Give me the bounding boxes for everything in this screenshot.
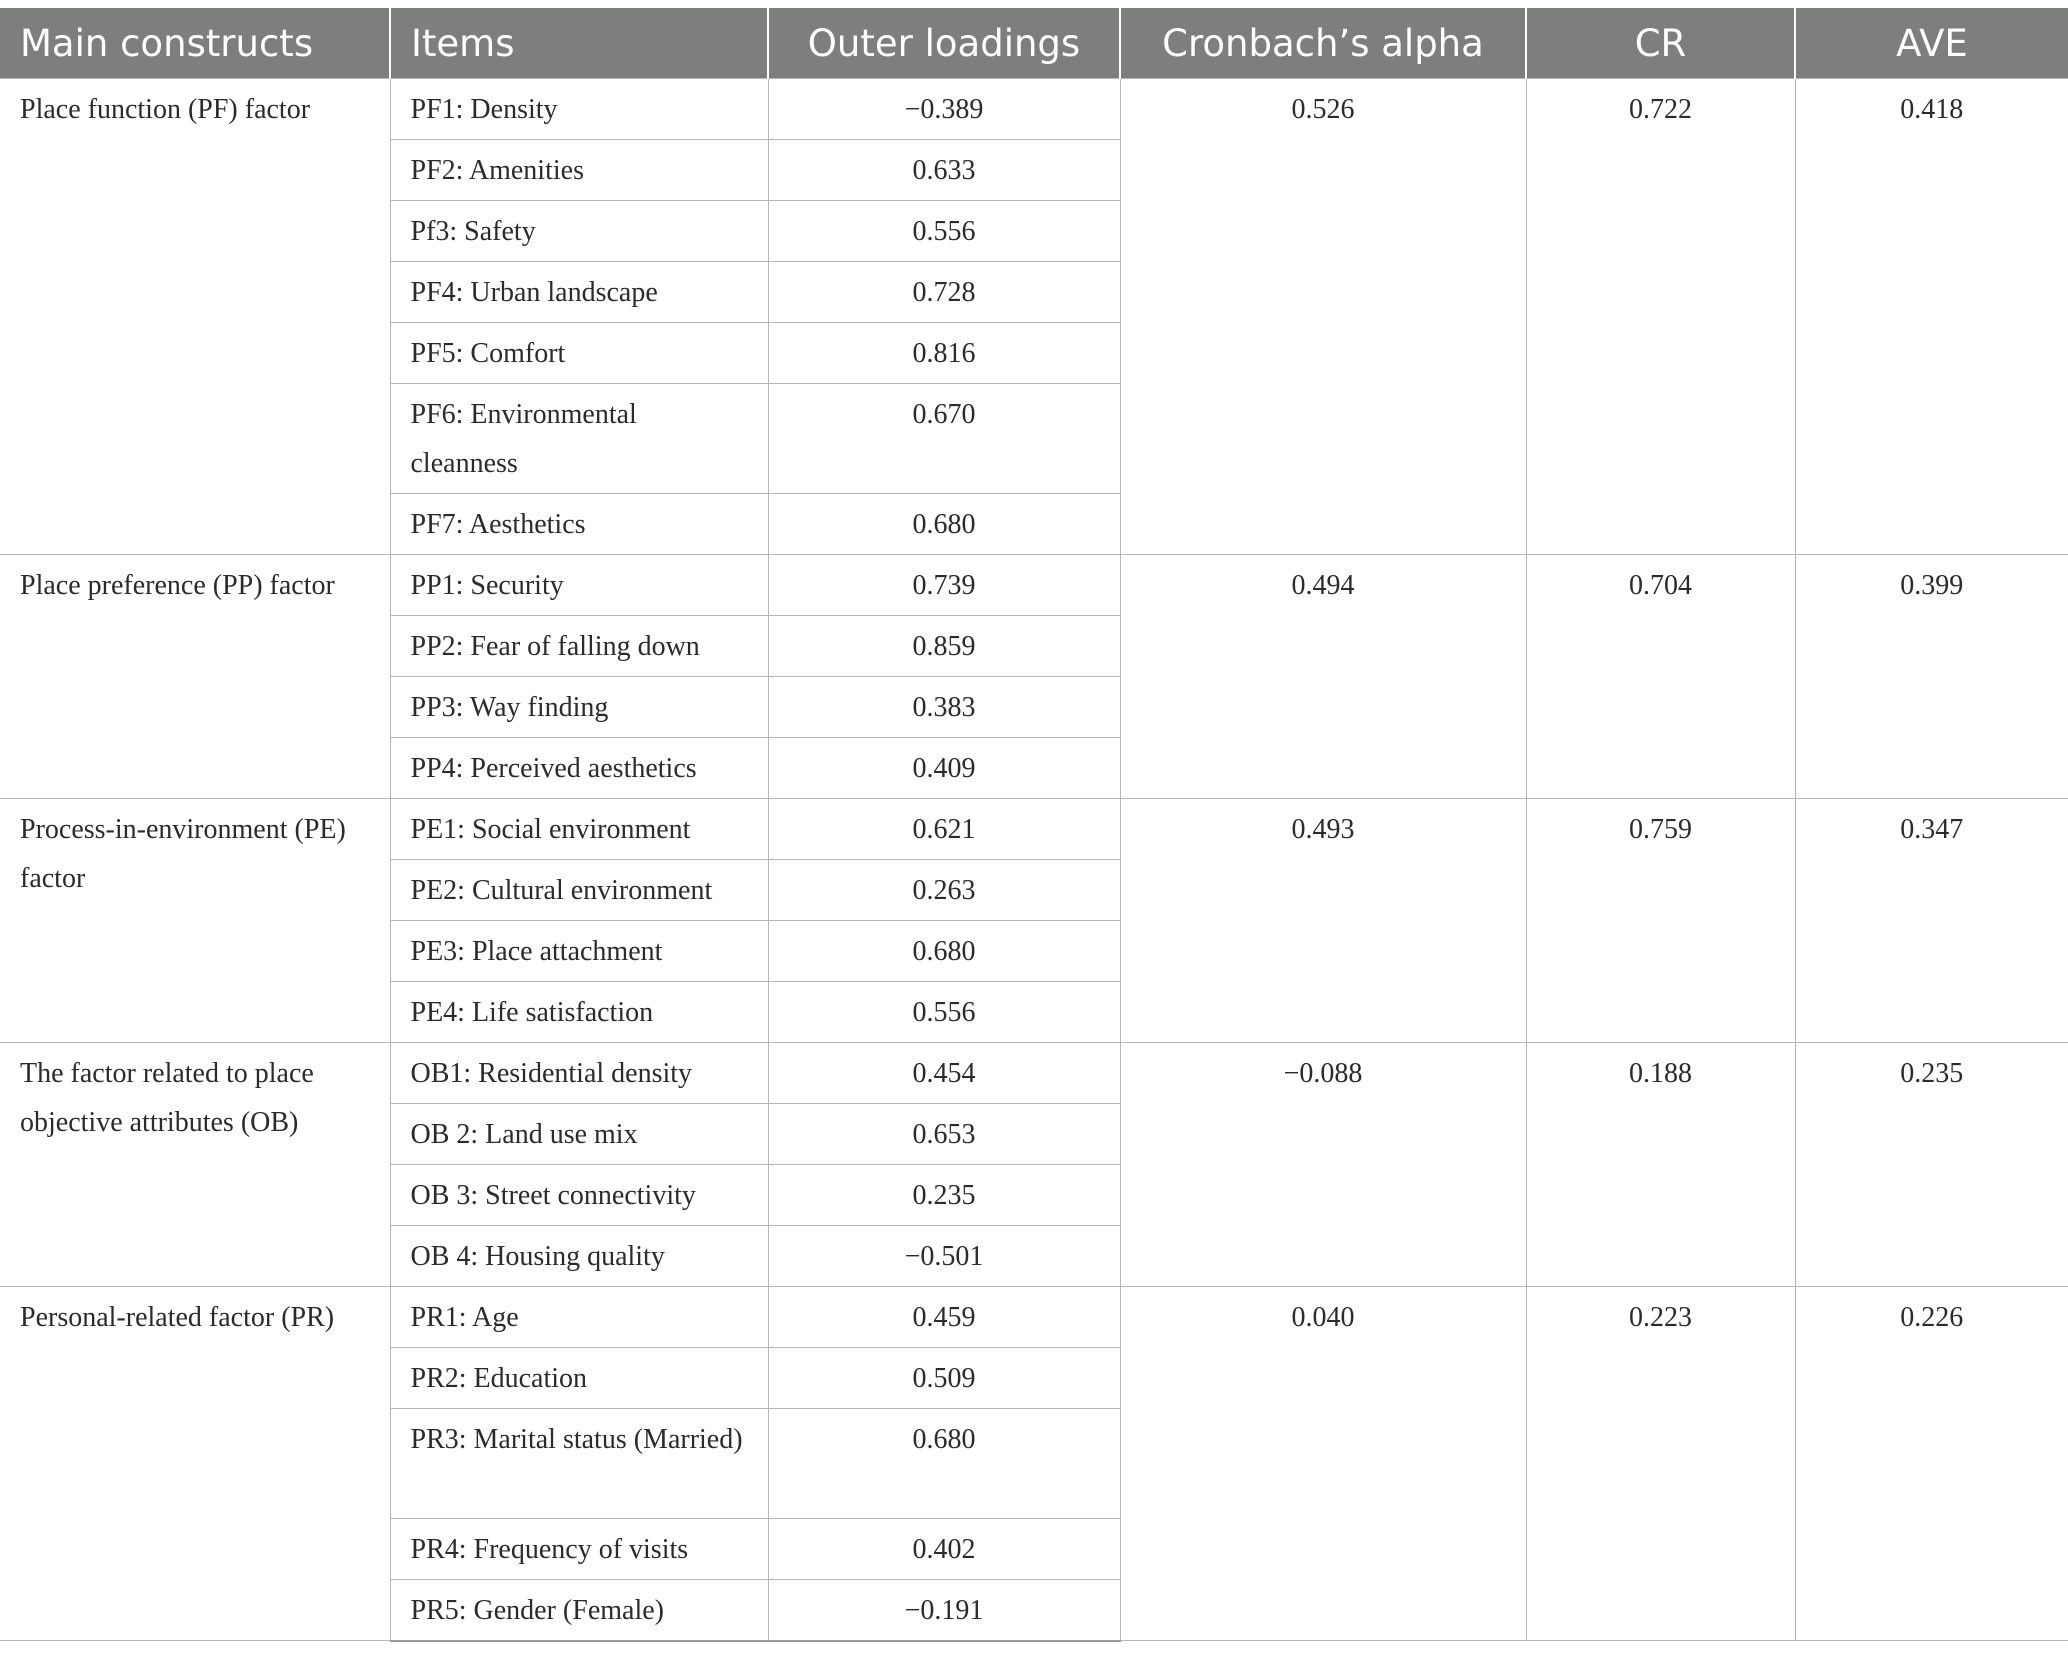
- construct-name: Personal-related factor (PR): [0, 1287, 390, 1641]
- item-label: PF5: Comfort: [390, 323, 768, 384]
- cr-value: 0.223: [1526, 1287, 1795, 1641]
- item-label: PF1: Density: [390, 79, 768, 140]
- item-label: Pf3: Safety: [390, 201, 768, 262]
- header-cr: CR: [1526, 8, 1795, 79]
- item-label: PP1: Security: [390, 555, 768, 616]
- cr-value: 0.188: [1526, 1043, 1795, 1287]
- cronbachs-alpha-value: −0.088: [1120, 1043, 1526, 1287]
- outer-loading-value: 0.409: [768, 738, 1120, 799]
- ave-value: 0.347: [1795, 799, 2068, 1043]
- table-row: [0, 1287, 2068, 1348]
- cronbachs-alpha-value: 0.040: [1120, 1287, 1526, 1641]
- construct-name: Process-in-environment (PE) factor: [0, 799, 390, 1043]
- construct-reliability-table-container: [0, 8, 2068, 1642]
- item-label: PP3: Way finding: [390, 677, 768, 738]
- outer-loading-value: 0.680: [768, 494, 1120, 555]
- outer-loading-value: 0.459: [768, 1287, 1120, 1348]
- item-label: PR4: Frequency of visits: [390, 1519, 768, 1580]
- item-label: PP4: Perceived aesthetics: [390, 738, 768, 799]
- table-row: [0, 555, 2068, 616]
- outer-loading-value: 0.383: [768, 677, 1120, 738]
- outer-loading-value: 0.235: [768, 1165, 1120, 1226]
- construct-name: The factor related to place objective attributes (OB): [0, 1043, 390, 1287]
- header-ave: AVE: [1795, 8, 2068, 79]
- header-cronbachs-alpha: Cronbach’s alpha: [1120, 8, 1526, 79]
- item-label: PR1: Age: [390, 1287, 768, 1348]
- header-row: [0, 8, 2068, 79]
- item-label: OB 4: Housing quality: [390, 1226, 768, 1287]
- cr-value: 0.704: [1526, 555, 1795, 799]
- outer-loading-value: −0.191: [768, 1580, 1120, 1641]
- item-label: OB 3: Street connectivity: [390, 1165, 768, 1226]
- outer-loading-value: 0.739: [768, 555, 1120, 616]
- ave-value: 0.418: [1795, 79, 2068, 555]
- outer-loading-value: 0.263: [768, 860, 1120, 921]
- construct-name: Place preference (PP) factor: [0, 555, 390, 799]
- cronbachs-alpha-value: 0.494: [1120, 555, 1526, 799]
- cr-value: 0.722: [1526, 79, 1795, 555]
- outer-loading-value: 0.454: [768, 1043, 1120, 1104]
- outer-loading-value: 0.680: [768, 921, 1120, 982]
- outer-loading-value: 0.556: [768, 982, 1120, 1043]
- table-header: [0, 8, 2068, 79]
- item-label: PE2: Cultural environment: [390, 860, 768, 921]
- header-items: Items: [390, 8, 768, 79]
- item-label: PF7: Aesthetics: [390, 494, 768, 555]
- construct-reliability-table: [0, 8, 2068, 1642]
- outer-loading-value: 0.728: [768, 262, 1120, 323]
- header-outer-loadings: Outer loadings: [768, 8, 1120, 79]
- table-row: [0, 1043, 2068, 1104]
- item-label: PF6: Environmental cleanness: [390, 384, 768, 494]
- cronbachs-alpha-value: 0.493: [1120, 799, 1526, 1043]
- item-label: PR3: Marital status (Married): [390, 1409, 768, 1519]
- table-body: [0, 79, 2068, 1641]
- item-label: PR5: Gender (Female): [390, 1580, 768, 1641]
- item-label: PF2: Amenities: [390, 140, 768, 201]
- outer-loading-value: 0.816: [768, 323, 1120, 384]
- item-label: PE3: Place attachment: [390, 921, 768, 982]
- item-label: OB 2: Land use mix: [390, 1104, 768, 1165]
- table-row: [0, 799, 2068, 860]
- outer-loading-value: 0.670: [768, 384, 1120, 494]
- outer-loading-value: 0.509: [768, 1348, 1120, 1409]
- outer-loading-value: 0.621: [768, 799, 1120, 860]
- item-label: OB1: Residential density: [390, 1043, 768, 1104]
- outer-loading-value: −0.389: [768, 79, 1120, 140]
- cr-value: 0.759: [1526, 799, 1795, 1043]
- ave-value: 0.235: [1795, 1043, 2068, 1287]
- item-label: PE4: Life satisfaction: [390, 982, 768, 1043]
- table-row: [0, 79, 2068, 140]
- cronbachs-alpha-value: 0.526: [1120, 79, 1526, 555]
- outer-loading-value: 0.633: [768, 140, 1120, 201]
- item-label: PF4: Urban landscape: [390, 262, 768, 323]
- outer-loading-value: 0.402: [768, 1519, 1120, 1580]
- outer-loading-value: 0.680: [768, 1409, 1120, 1519]
- outer-loading-value: 0.653: [768, 1104, 1120, 1165]
- ave-value: 0.399: [1795, 555, 2068, 799]
- header-main-constructs: Main constructs: [0, 8, 390, 79]
- item-label: PP2: Fear of falling down: [390, 616, 768, 677]
- outer-loading-value: 0.556: [768, 201, 1120, 262]
- ave-value: 0.226: [1795, 1287, 2068, 1641]
- item-label: PR2: Education: [390, 1348, 768, 1409]
- outer-loading-value: 0.859: [768, 616, 1120, 677]
- item-label: PE1: Social environment: [390, 799, 768, 860]
- outer-loading-value: −0.501: [768, 1226, 1120, 1287]
- construct-name: Place function (PF) factor: [0, 79, 390, 555]
